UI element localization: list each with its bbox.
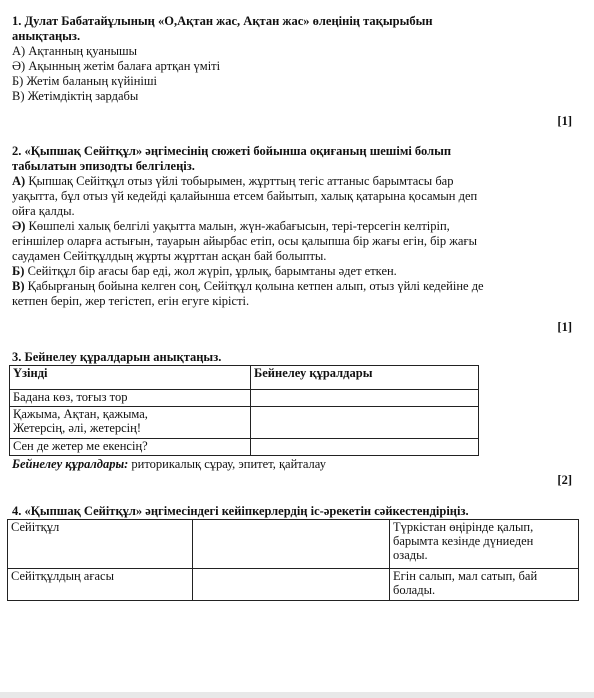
q1-option-v: В) Жетімдіктің зардабы xyxy=(12,89,139,103)
table-row xyxy=(8,569,579,601)
q3-note xyxy=(12,457,572,472)
q4-row1-action xyxy=(390,520,579,569)
q2-option-ae-line-1: Көшпелі халық белгілі уақытта малын, жүн-жабағысын, тері-терсегін келтіріп, xyxy=(25,219,450,233)
table-row xyxy=(8,520,579,569)
table-row xyxy=(10,407,479,439)
question-1 xyxy=(12,14,572,104)
q2-option-v-line-2: кетпен беріп, жер тегістеп, егін егуге кірісті. xyxy=(12,294,250,308)
q2-option-ae-label: Ә) xyxy=(12,219,26,233)
q2-option-b-label: Б) xyxy=(12,264,25,278)
q4-row1-action-line-1: Түркістан өңірінде қалып, xyxy=(393,520,534,534)
q4-row2-character: Сейітқұлдың ағасы xyxy=(8,569,193,601)
q2-option-ae-line-3: саудамен Сейітқұлдың жұрты жұрттан асқан бай болыпты. xyxy=(12,249,327,263)
q4-row2-match-cell[interactable] xyxy=(193,569,390,601)
q3-row2-line-1: Қажыма, Ақтан, қажыма, xyxy=(13,407,148,421)
q2-option-b-line: Сейітқұл бір ағасы бар еді, жол жүріп, ұрлық, барымтаны әдет еткен. xyxy=(24,264,397,278)
q2-option-a-label: А) xyxy=(12,174,26,188)
q1-title-line-2: анықтаңыз. xyxy=(12,29,81,43)
question-4 xyxy=(12,504,572,519)
q3-note-label: Бейнелеу құралдары: xyxy=(12,457,129,471)
q4-title: 4. «Қыпшақ Сейітқұл» әңгімесіндегі кейіпкерлердің іс-әрекетін сәйкестендіріңіз. xyxy=(12,504,469,518)
q4-row1-match-cell[interactable] xyxy=(193,520,390,569)
q2-title-line-1: 2. «Қыпшақ Сейітқұл» әңгімесінің сюжеті бойынша оқиғаның шешімі болып xyxy=(12,144,452,158)
q4-row1-action-line-3: озады. xyxy=(393,548,428,562)
question-3 xyxy=(12,350,572,365)
q2-option-ae-line-2: егіншілер оларға астығын, тауарын айырбас етіп, осы қалыпша бір жағы егін, бір жағы xyxy=(12,234,477,248)
q3-row2-line-2: Жетерсің, әлі, жетерсің! xyxy=(13,421,141,435)
q3-score: [2] xyxy=(557,473,572,487)
q1-option-b: Б) Жетім баланың күйініші xyxy=(12,74,158,88)
q3-row3-fragment: Сен де жетер ме екенсің? xyxy=(10,439,251,456)
q2-title-line-2: табылатын эпизодты белгілеңіз. xyxy=(12,159,195,173)
q1-option-a: А) Ақтанның қуанышы xyxy=(12,44,137,58)
q2-option-a-line-1: Қыпшақ Сейітқұл отыз үйлі тобырымен, жұрттың тегіс аттаныс барымтасы бар xyxy=(25,174,454,188)
q3-header-fragment: Үзінді xyxy=(10,366,251,390)
q4-row2-action-line-1: Егін салып, мал сатып, бай xyxy=(393,569,538,583)
question-2 xyxy=(12,144,572,309)
q2-option-a-line-3: ойға қалды. xyxy=(12,204,75,218)
q4-row2-action-line-2: болады. xyxy=(393,583,436,597)
q1-score: [1] xyxy=(557,114,572,128)
q1-option-ae: Ә) Ақынның жетім балаға артқан үміті xyxy=(12,59,221,73)
q3-header-row xyxy=(10,366,479,390)
table-row xyxy=(10,390,479,407)
q3-note-text: риторикалық сұрау, эпитет, қайталау xyxy=(128,457,326,471)
q3-row2-fragment xyxy=(10,407,251,439)
q3-table xyxy=(9,365,479,456)
q2-option-v-label: В) xyxy=(12,279,25,293)
q2-option-v-line-1: Қабырғаның бойына келген соң, Сейітқұл қолына кетпен алып, отыз үйлі кедейіне де xyxy=(24,279,484,293)
page-bottom-edge xyxy=(0,692,594,698)
q3-title: 3. Бейнелеу құралдарын анықтаңыз. xyxy=(12,350,222,364)
q4-row1-action-line-2: барымта кезінде дүниеден xyxy=(393,534,534,548)
q2-score: [1] xyxy=(557,320,572,334)
q2-option-a-line-2: уақытта, бұл отыз үй кедейді қалайынша етсем байытып, халық қатарына қосамын деп xyxy=(12,189,478,203)
q4-row1-character: Сейітқұл xyxy=(8,520,193,569)
table-row xyxy=(10,439,479,456)
q3-row2-answer-cell[interactable] xyxy=(251,407,479,439)
q4-table xyxy=(7,519,579,601)
q1-title-line-1: 1. Дулат Бабатайұлының «О,Ақтан жас, Ақтан жас» өлеңінің тақырыбын xyxy=(12,14,433,28)
q3-row1-answer-cell[interactable] xyxy=(251,390,479,407)
q4-row2-action xyxy=(390,569,579,601)
q3-row3-answer-cell[interactable] xyxy=(251,439,479,456)
q3-row1-fragment: Бадана көз, тоғыз тор xyxy=(10,390,251,407)
q3-header-devices: Бейнелеу құралдары xyxy=(251,366,479,390)
